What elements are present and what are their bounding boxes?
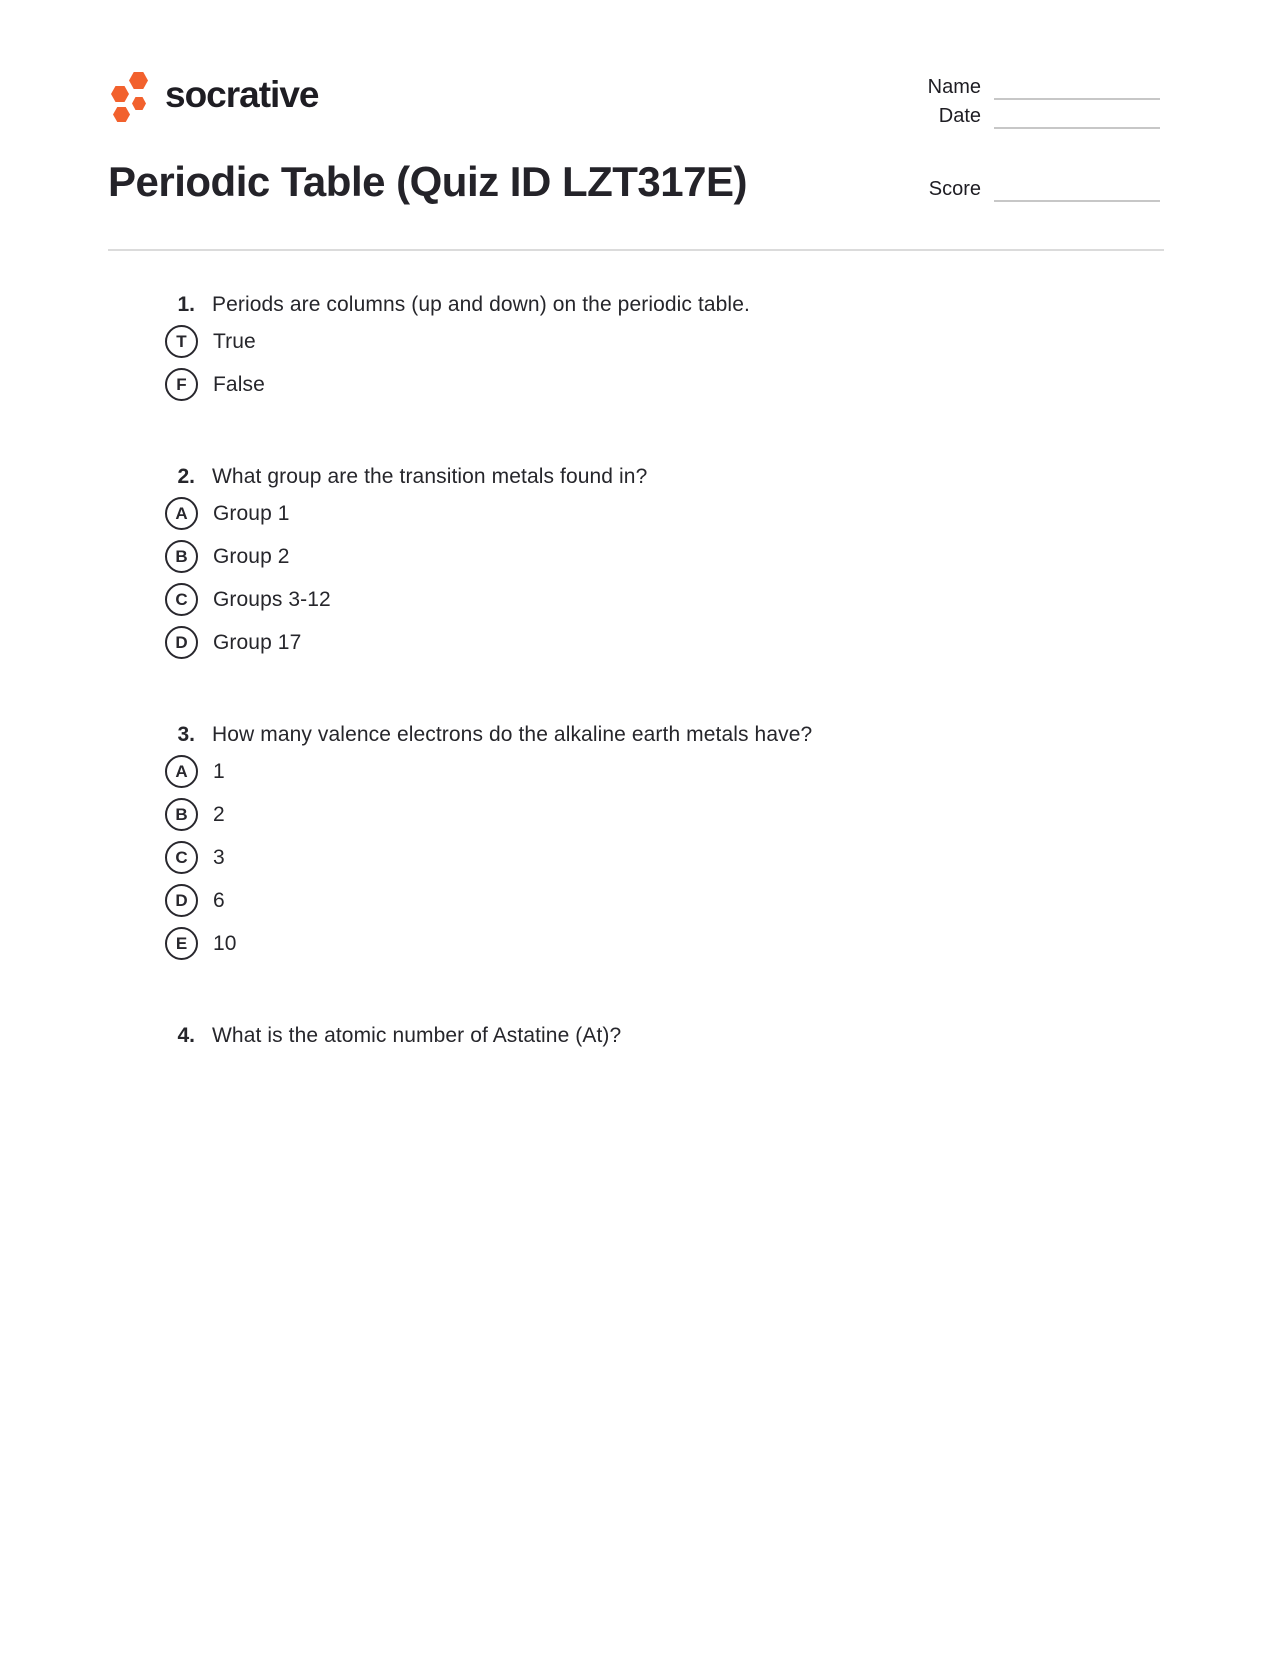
name-label: Name (927, 76, 981, 98)
answer-option-row (165, 320, 1188, 363)
answer-label: Group 2 (213, 544, 290, 568)
hexagon-icon (129, 72, 148, 89)
answer-label: 3 (213, 845, 225, 869)
answer-letter: B (175, 805, 188, 824)
hexagon-icon (113, 107, 130, 122)
answer-bubble-icon (165, 884, 198, 917)
socrative-hexagons-icon (105, 66, 151, 124)
question-line (108, 462, 1188, 492)
answer-letter: A (175, 504, 188, 523)
question-block (108, 720, 1188, 965)
question-block (108, 1021, 1188, 1051)
answer-label: Group 17 (213, 630, 302, 654)
answer-option-row (165, 363, 1188, 406)
questions-list (108, 290, 1188, 1107)
answer-option-row (165, 492, 1188, 535)
question-text: Periods are columns (up and down) on the periodic table. (212, 293, 750, 316)
answer-bubble-icon (165, 798, 198, 831)
name-field-row (911, 71, 1160, 100)
answer-label: False (213, 372, 265, 396)
score-label: Score (928, 178, 981, 200)
answer-option-row (165, 922, 1188, 965)
hexagon-icon (132, 97, 146, 110)
name-blank-line (994, 74, 1160, 100)
answer-options (108, 320, 1188, 406)
answer-option-row (165, 750, 1188, 793)
answer-label: 2 (213, 802, 225, 826)
answer-bubble-icon (165, 626, 198, 659)
question-line (108, 1021, 1188, 1051)
answer-option-row (165, 836, 1188, 879)
date-field-row (911, 100, 1160, 129)
question-block (108, 462, 1188, 664)
question-text: What is the atomic number of Astatine (At)? (212, 1024, 622, 1047)
score-field (911, 173, 1160, 202)
answer-bubble-icon (165, 583, 198, 616)
answer-label: 10 (213, 931, 237, 955)
score-blank-line (994, 176, 1160, 202)
answer-option-row (165, 879, 1188, 922)
answer-letter: C (175, 848, 188, 867)
answer-letter: D (175, 633, 188, 652)
answer-letter: D (175, 891, 188, 910)
question-number: 4. (177, 1024, 195, 1047)
answer-bubble-icon (165, 841, 198, 874)
hexagon-icon (111, 86, 129, 102)
date-blank-line (994, 103, 1160, 129)
question-text: How many valence electrons do the alkaline earth metals have? (212, 723, 813, 746)
answer-bubble-icon (165, 540, 198, 573)
question-line (108, 290, 1188, 320)
name-date-fields (911, 71, 1160, 129)
score-field-row (911, 173, 1160, 202)
answer-label: Groups 3-12 (213, 587, 331, 611)
answer-options (108, 492, 1188, 664)
answer-label: 1 (213, 759, 225, 783)
answer-letter: B (175, 547, 188, 566)
answer-letter: C (175, 590, 188, 609)
answer-option-row (165, 578, 1188, 621)
question-number: 1. (177, 293, 195, 316)
question-number: 2. (177, 465, 195, 488)
answer-option-row (165, 793, 1188, 836)
socrative-logo (105, 66, 319, 124)
date-label: Date (938, 105, 981, 127)
question-number: 3. (177, 723, 195, 746)
answer-label: True (213, 329, 256, 353)
answer-letter: T (176, 332, 187, 351)
question-text: What group are the transition metals found in? (212, 465, 648, 488)
answer-letter: E (175, 934, 188, 953)
answer-options (108, 750, 1188, 965)
answer-letter: A (175, 762, 188, 781)
answer-bubble-icon (165, 927, 198, 960)
answer-option-row (165, 535, 1188, 578)
quiz-title: Periodic Table (Quiz ID LZT317E) (108, 158, 747, 205)
answer-bubble-icon (165, 497, 198, 530)
question-block (108, 290, 1188, 406)
answer-bubble-icon (165, 325, 198, 358)
answer-letter: F (176, 375, 187, 394)
answer-bubble-icon (165, 755, 198, 788)
answer-label: Group 1 (213, 501, 290, 525)
header-divider (108, 249, 1164, 251)
socrative-wordmark: socrative (165, 74, 319, 115)
question-line (108, 720, 1188, 750)
answer-bubble-icon (165, 368, 198, 401)
answer-option-row (165, 621, 1188, 664)
answer-label: 6 (213, 888, 225, 912)
